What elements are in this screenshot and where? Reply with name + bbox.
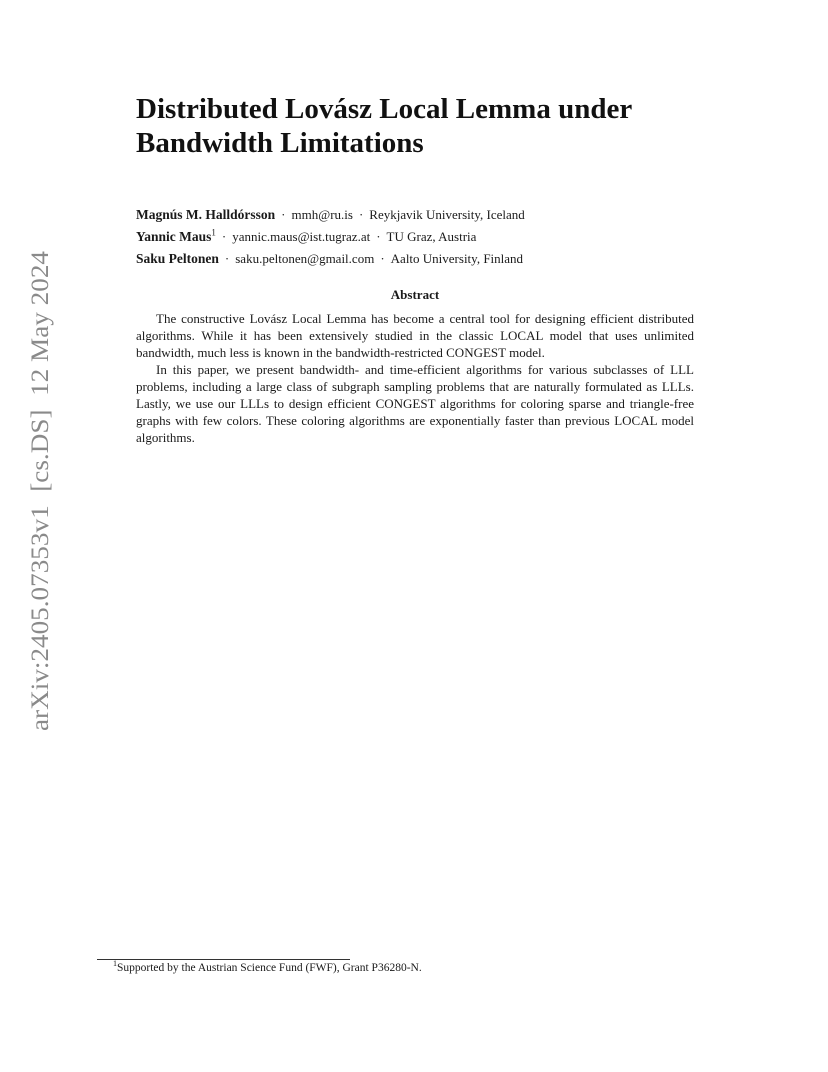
separator: ·	[281, 207, 286, 222]
abstract-heading: Abstract	[390, 287, 440, 302]
author-name: Yannic Maus	[136, 229, 212, 244]
separator: ·	[224, 251, 230, 266]
author-list	[136, 204, 736, 270]
separator: ·	[380, 251, 385, 266]
footnote	[113, 959, 422, 974]
author-line	[136, 248, 736, 270]
separator: ·	[376, 229, 381, 244]
author-email: saku.peltonen@gmail.com	[235, 251, 375, 266]
arxiv-stamp	[22, 250, 58, 732]
footnote-marker: 1	[113, 959, 117, 969]
author-email: mmh@ru.is	[291, 207, 353, 222]
paper-title: Distributed Lovász Local Lemma under Bandwidth Limitations	[136, 93, 632, 159]
arxiv-identifier-text: arXiv:2405.07353v1 [cs.DS] 12 May 2024	[27, 289, 54, 731]
separator: ·	[221, 229, 227, 244]
abstract-paragraph: In this paper, we present bandwidth- and time-efficient algorithms for various subclasses of LLL problems, including a large class of subgraph sampling problems that are naturally formulated as LLLs. Lastly, we use our LLLs to design efficient CONGEST algorithms for coloring sparse and triangle-free graphs with few colors. These coloring algorithms are exponentially faster than previous LOCAL model algorithms.	[136, 362, 694, 445]
author-name: Magnús M. Halldórsson	[136, 207, 276, 222]
author-email: yannic.maus@ist.tugraz.at	[232, 229, 371, 244]
abstract-section	[136, 286, 694, 446]
author-affiliation: TU Graz, Austria	[386, 229, 477, 244]
footnote-marker: 1	[211, 227, 216, 238]
footnote-text: Supported by the Austrian Science Fund (FWF), Grant P36280-N.	[117, 962, 422, 974]
abstract-paragraph: The constructive Lovász Local Lemma has become a central tool for designing efficient distributed algorithms. While it has been extensively studied in the classic LOCAL model that uses unlimited bandwidth, much less is known in the bandwidth-restricted CONGEST model.	[136, 311, 694, 360]
author-line	[136, 204, 736, 226]
author-name: Saku Peltonen	[136, 251, 219, 266]
separator: ·	[358, 207, 364, 222]
author-affiliation: Aalto University, Finland	[390, 251, 524, 266]
footnote-rule	[97, 959, 350, 960]
author-affiliation: Reykjavik University, Iceland	[369, 207, 525, 222]
author-line	[136, 226, 736, 248]
